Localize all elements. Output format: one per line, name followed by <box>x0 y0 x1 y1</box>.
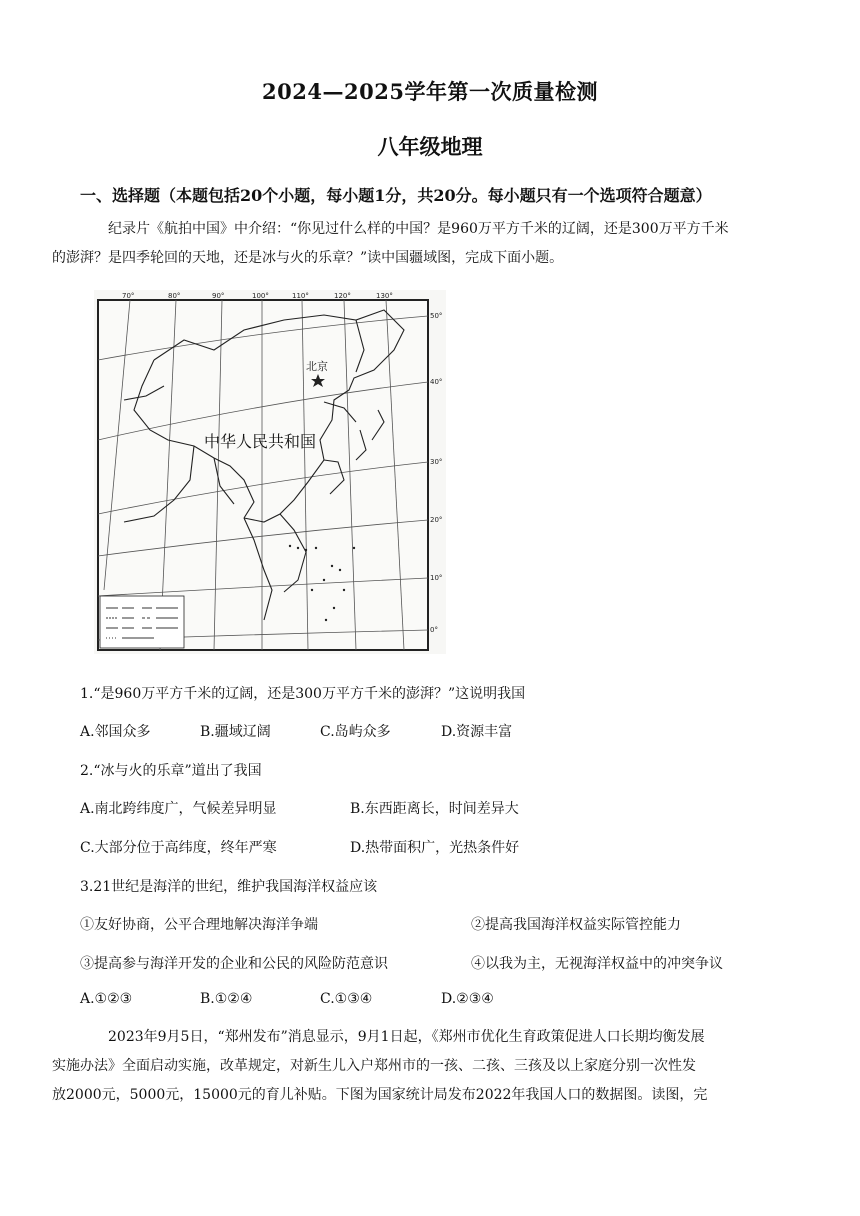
q3-statement-1: ①友好协商，公平合理地解决海洋争端 <box>80 917 318 933</box>
passage-2-line-3: 放2000元，5000元，15000元的育儿补贴。下图为国家统计局发布2022年我国人口的数据图。读图，完 <box>52 1087 708 1103</box>
lat-label: 0° <box>430 626 438 634</box>
intro-line-1: 纪录片《航拍中国》中介绍：“你见过什么样的中国？是960万平方千米的辽阔，还是300万平方千米 <box>108 221 729 237</box>
q1-option-d[interactable]: D.资源丰富 <box>441 724 513 740</box>
lat-label: 10° <box>430 574 443 582</box>
lat-label: 40° <box>430 378 443 386</box>
passage-2-line-2: 实施办法》全面启动实施，改革规定，对新生儿入户郑州市的一孩、二孩、三孩及以上家庭分别一次性发 <box>52 1058 696 1074</box>
capital-label: 北京 <box>306 360 328 373</box>
q3-option-d[interactable]: D.②③④ <box>441 991 494 1007</box>
lat-label: 50° <box>430 312 443 320</box>
q3-option-c[interactable]: C.①③④ <box>320 991 373 1007</box>
lon-label: 90° <box>212 292 225 300</box>
q2-option-d[interactable]: D.热带面积广，光热条件好 <box>350 840 520 856</box>
lon-label: 100° <box>252 292 269 300</box>
passage-2-line-1: 2023年9月5日，“郑州发布”消息显示，9月1日起，《郑州市优化生育政策促进人口长期均衡发展 <box>108 1029 705 1045</box>
china-territory-map <box>94 290 446 654</box>
lon-label: 70° <box>122 292 135 300</box>
exam-title: 2024—2025学年第一次质量检测 <box>262 79 598 104</box>
map-legend <box>100 596 184 648</box>
passage-2 <box>52 1023 782 1110</box>
intro-paragraph <box>52 215 782 273</box>
q2-option-b[interactable]: B.东西距离长，时间差异大 <box>350 801 519 817</box>
q2-option-c[interactable]: C.大部分位于高纬度，终年严寒 <box>80 840 277 856</box>
q3-option-b[interactable]: B.①②④ <box>200 991 253 1007</box>
country-label: 中华人民共和国 <box>204 432 317 451</box>
lat-label: 30° <box>430 458 443 466</box>
q3-option-a[interactable]: A.①②③ <box>80 991 133 1007</box>
lon-label: 120° <box>334 292 351 300</box>
q3-statement-2: ②提高我国海洋权益实际管控能力 <box>471 917 681 933</box>
q2-stem: 2.“冰与火的乐章”道出了我国 <box>80 763 262 779</box>
q2-option-a[interactable]: A.南北跨纬度广，气候差异明显 <box>80 801 277 817</box>
q1-stem: 1.“是960万平方千米的辽阔，还是300万平方千米的澎湃？”这说明我国 <box>80 686 526 702</box>
lon-label: 130° <box>376 292 393 300</box>
q3-statement-4: ④以我为主，无视海洋权益中的冲突争议 <box>471 956 723 972</box>
q3-stem: 3.21世纪是海洋的世纪，维护我国海洋权益应该 <box>80 879 378 895</box>
q1-option-b[interactable]: B.疆域辽阔 <box>200 724 271 740</box>
q1-option-c[interactable]: C.岛屿众多 <box>320 724 391 740</box>
lon-label: 110° <box>292 292 309 300</box>
q1-option-a[interactable]: A.邻国众多 <box>80 724 151 740</box>
lat-label: 20° <box>430 516 443 524</box>
exam-subtitle: 八年级地理 <box>377 134 483 159</box>
section-heading: 一、选择题（本题包括20个小题，每小题1分，共20分。每小题只有一个选项符合题意） <box>80 186 712 205</box>
lon-label: 80° <box>168 292 181 300</box>
q3-statement-3: ③提高参与海洋开发的企业和公民的风险防范意识 <box>80 956 388 972</box>
intro-line-2: 的澎湃？是四季轮回的天地，还是冰与火的乐章？”读中国疆域图，完成下面小题。 <box>52 250 564 266</box>
